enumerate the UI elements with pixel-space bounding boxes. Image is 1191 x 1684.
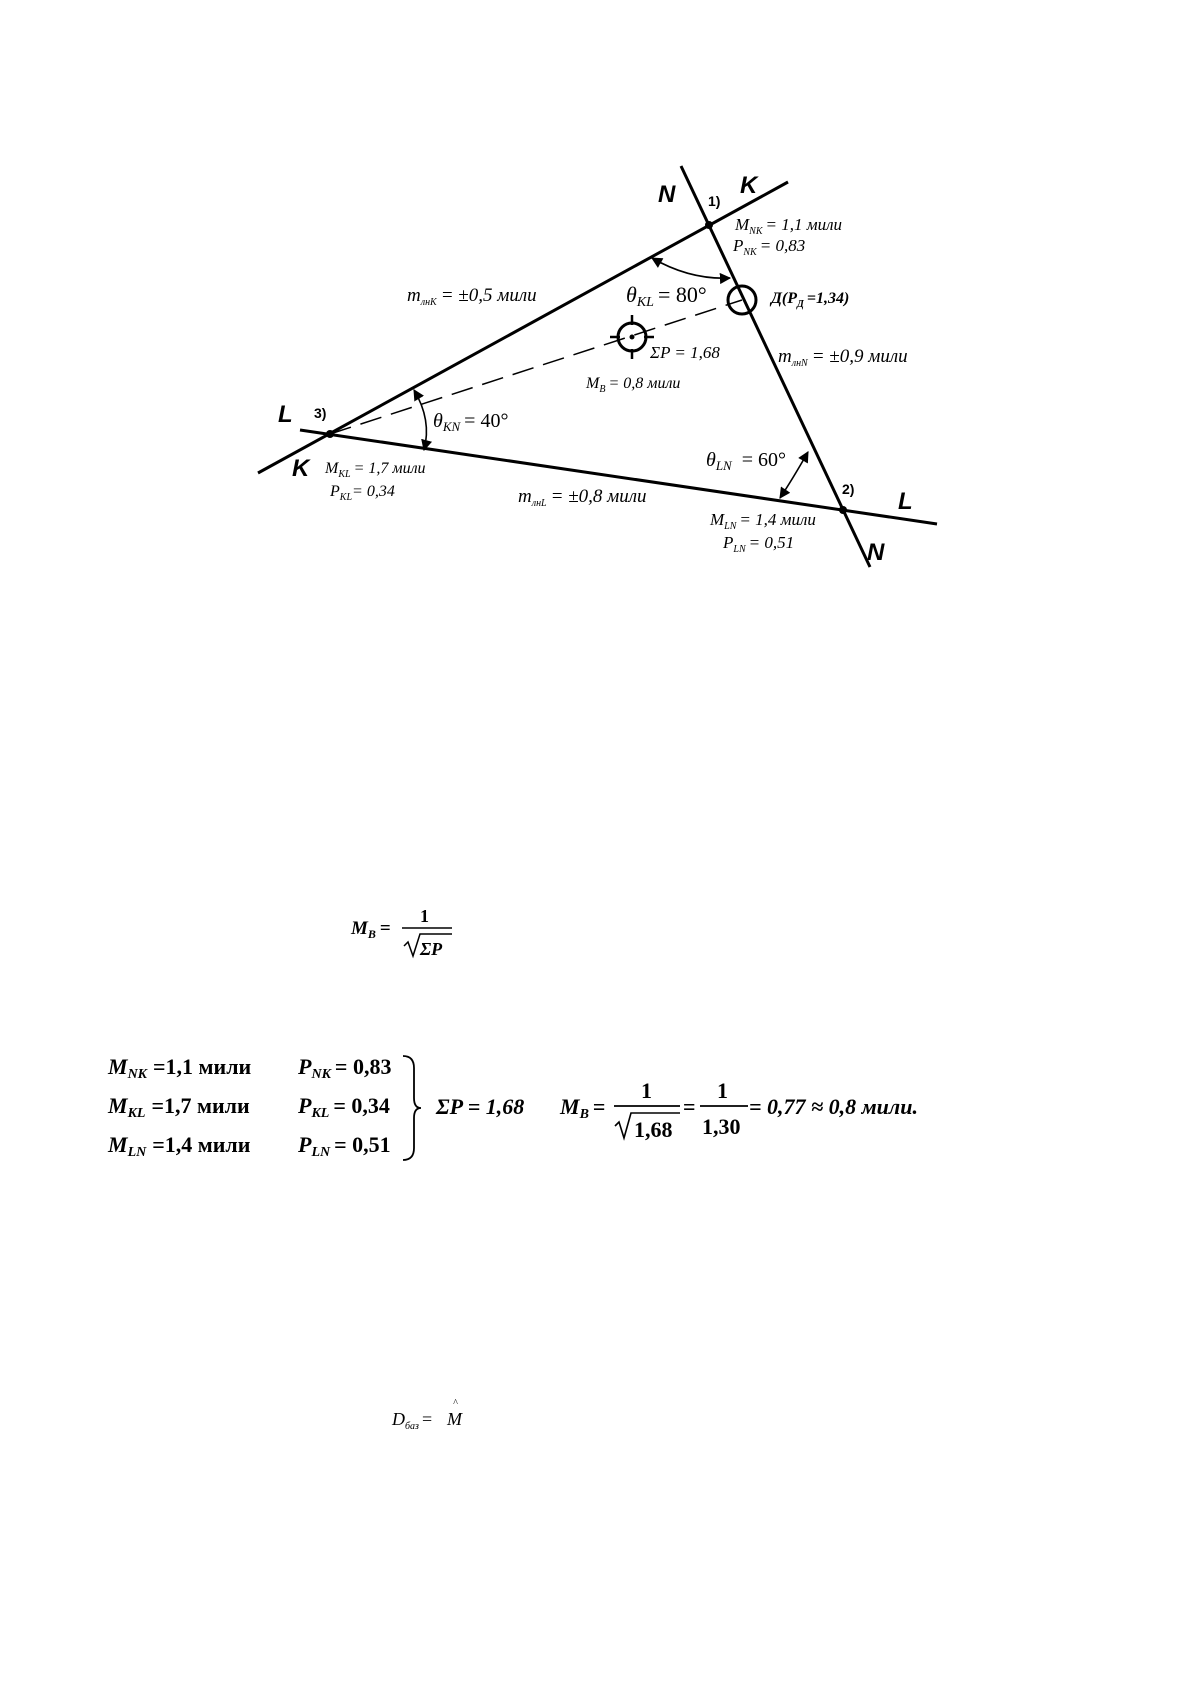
svg-text:MKL=1,7 мили: MKL =1,7 мили xyxy=(108,1093,250,1121)
label-point-1: 1) xyxy=(708,193,721,209)
arc-theta-KL xyxy=(652,258,730,278)
svg-text:^: ^ xyxy=(453,1398,458,1409)
svg-text:M: M xyxy=(447,1409,462,1429)
svg-text:MВ=: $M_В$ = xyxy=(351,918,391,941)
arc-theta-KN xyxy=(414,390,426,450)
svg-text:1: 1 xyxy=(641,1078,652,1103)
label-point-3: 3) xyxy=(314,405,327,421)
svg-text:ΣP = 1,68: ΣP = 1,68 xyxy=(436,1094,525,1119)
point-1 xyxy=(705,221,713,229)
label-L-left: L xyxy=(278,401,293,428)
svg-text:1,30: 1,30 xyxy=(702,1114,741,1139)
label-theta-kl: θKL = 80° xyxy=(626,282,707,310)
svg-text:PLN= 0,51: PLN = 0,51 xyxy=(298,1132,391,1160)
label-point-2: 2) xyxy=(842,481,855,497)
svg-text:1: 1 xyxy=(717,1078,728,1103)
svg-text:PKL= 0,34: PKL = 0,34 xyxy=(298,1093,390,1121)
label-theta-kn: $\theta_{KN} = 40^\circ$ xyxy=(433,410,509,434)
label-theta-ln: $\theta_{LN} = 60^\circ$ xyxy=(706,449,787,473)
label-m-ln: $M_{LN} = 1,4$ мили xyxy=(710,510,816,532)
formula-dbaz xyxy=(391,1398,463,1432)
label-K-left: K xyxy=(292,455,310,482)
label-L-right: L xyxy=(898,488,913,515)
point-2 xyxy=(839,506,847,514)
label-m-nk: $M_{NK} = 1,1$ мили xyxy=(735,215,842,237)
formula-block xyxy=(107,1054,918,1160)
svg-text:Dбаз=: $D_{баз}$ = xyxy=(392,1409,433,1432)
label-m-kl: $M_{KL} = 1,7$ мили xyxy=(325,460,426,480)
svg-text:MB=: MB = xyxy=(560,1094,606,1122)
formula-mb xyxy=(350,906,452,959)
svg-text:= 0,77 ≈ 0,8 мили.: = 0,77 ≈ 0,8 мили. xyxy=(749,1094,918,1119)
label-N-top: N xyxy=(658,181,676,208)
label-p-kl: $P_{KL}= 0,34$ xyxy=(330,483,395,503)
label-N-bottom: N xyxy=(867,539,885,566)
label-d: $Д(Р_Д =1,34)$ xyxy=(771,290,850,310)
svg-text:MLN=1,4 мили: MLN =1,4 мили xyxy=(108,1132,251,1160)
svg-text:=: = xyxy=(683,1094,696,1119)
svg-text:1,68: 1,68 xyxy=(634,1117,673,1142)
label-sum-p: ΣP = 1,68 xyxy=(650,343,720,362)
label-m-lnl: $m_{лнL} = \pm 0,8$ мили xyxy=(518,486,647,509)
label-K-top: K xyxy=(740,172,758,199)
svg-text:PNK= 0,83: PNK = 0,83 xyxy=(298,1054,392,1082)
label-p-nk: $P_{NK} = 0,83$ xyxy=(733,236,806,258)
svg-text:1: 1 xyxy=(420,906,429,926)
label-m-lnn: $m_{лнN} = \pm 0,9$ мили xyxy=(778,346,908,369)
fix-marker xyxy=(610,315,654,359)
label-p-ln: $P_{LN} = 0,51$ xyxy=(723,533,795,555)
label-m-b: $M_В = 0,8$ мили xyxy=(586,375,681,395)
point-3 xyxy=(326,430,334,438)
label-m-lnk: $m_{лнK} = \pm 0,5$ мили xyxy=(407,285,537,308)
svg-text:MNK=1,1 мили: MNK =1,1 мили xyxy=(108,1054,252,1082)
svg-text:ΣP: ΣP xyxy=(420,939,443,959)
